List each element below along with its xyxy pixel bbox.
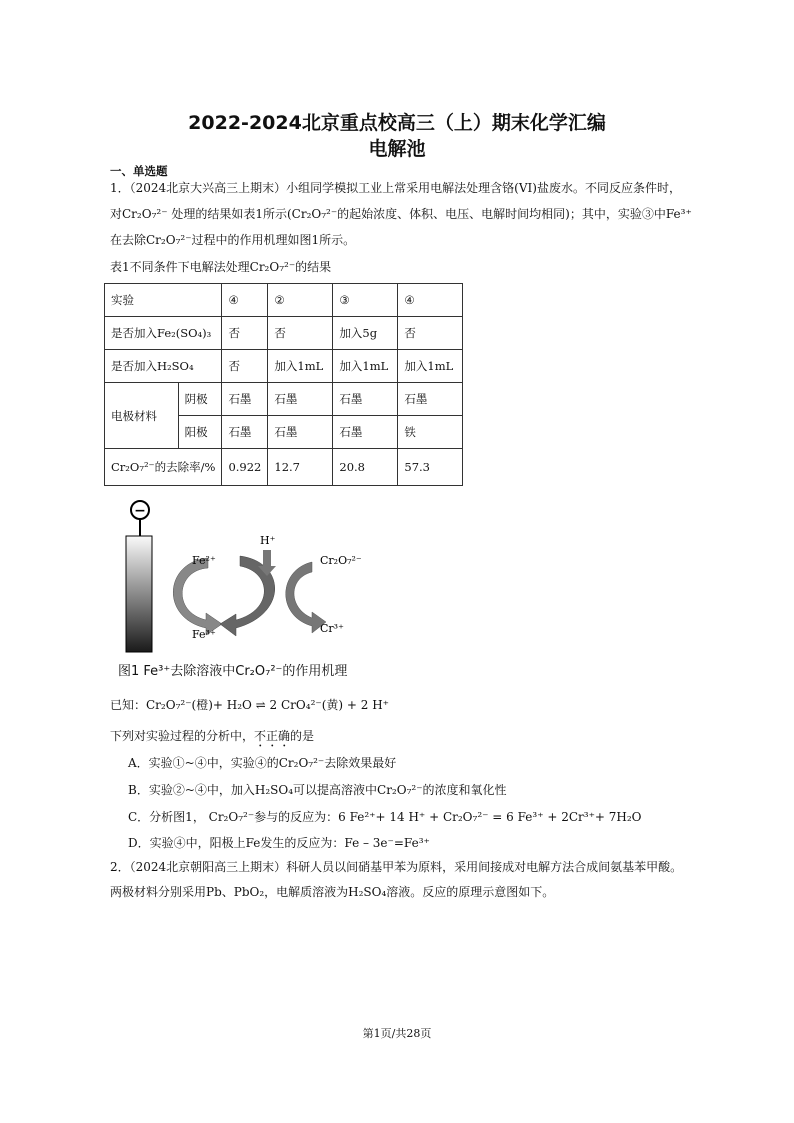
cr3-label: Cr³⁺ — [320, 622, 344, 635]
page-title: 2022-2024北京重点校高三（上）期末化学汇编 — [188, 112, 606, 134]
table-cell: 石墨 — [222, 383, 268, 416]
stem-text-end: 的是 — [290, 729, 315, 743]
table-cell: 加入1mL — [268, 350, 333, 383]
option-b[interactable]: B．实验②~④中，加入H₂SO₄可以提高溶液中Cr₂O₇²⁻的浓度和氧化性 — [128, 783, 507, 797]
table-header-cell: ② — [268, 284, 333, 317]
table-row — [105, 317, 463, 350]
table-cell: 57.3 — [398, 449, 463, 486]
table-cell: 电极材料 — [105, 383, 179, 449]
mechanism-figure — [110, 496, 370, 661]
table-cell: 加入5g — [333, 317, 398, 350]
table-header-cell: ④ — [222, 284, 268, 317]
table-cell: 否 — [268, 317, 333, 350]
table-header-cell: 实验 — [105, 284, 222, 317]
fe2-label: Fe²⁺ — [192, 554, 216, 567]
table-row — [105, 350, 463, 383]
q1-line2: 对Cr₂O₇²⁻ 处理的结果如表1所示(Cr₂O₇²⁻的起始浓度、体积、电压、电解时间均相同)；其中，实验③中Fe³⁺ — [110, 207, 692, 221]
section-heading: 一、单选题 — [110, 164, 168, 178]
option-a[interactable]: A．实验①~④中，实验④的Cr₂O₇²⁻去除效果最好 — [128, 756, 397, 770]
fe3-label: Fe³⁺ — [192, 628, 216, 641]
table-cell: 0.922 — [222, 449, 268, 486]
table-cell: 石墨 — [333, 383, 398, 416]
table-header-cell: ③ — [333, 284, 398, 317]
option-d[interactable]: D．实验④中，阳极上Fe发生的反应为：Fe – 3e⁻=Fe³⁺ — [128, 836, 430, 850]
table-cell: 铁 — [398, 416, 463, 449]
table-row — [105, 284, 463, 317]
q1-line1: 1．（2024北京大兴高三上期末）小组同学模拟工业上常采用电解法处理含铬(VI)盐废水。不同反应条件时， — [110, 181, 681, 195]
table-cell: 否 — [222, 317, 268, 350]
table-cell: 阳极 — [178, 416, 222, 449]
table-cell: 阴极 — [178, 383, 222, 416]
q2-line2: 两极材料分别采用Pb、PbO₂，电解质溶液为H₂SO₄溶液。反应的原理示意图如下。 — [110, 885, 555, 899]
table-row — [105, 383, 463, 416]
table-cell: 20.8 — [333, 449, 398, 486]
table-cell: 是否加入H₂SO₄ — [105, 350, 222, 383]
page-footer: 第1页/共28页 — [362, 1027, 432, 1040]
table-row — [105, 449, 463, 486]
known-equation: 已知：Cr₂O₇²⁻(橙)+ H₂O ⇌ 2 CrO₄²⁻(黄) + 2 H⁺ — [110, 698, 390, 712]
cr2o7-label: Cr₂O₇²⁻ — [320, 554, 362, 567]
table-cell: Cr₂O₇²⁻的去除率/% — [105, 449, 222, 486]
q2-line1: 2．（2024北京朝阳高三上期末）科研人员以间硝基甲苯为原料，采用间接成对电解方法合成间氨基苯甲酸。 — [110, 860, 683, 874]
table-cell: 石墨 — [398, 383, 463, 416]
stem-emphasis: 不正确 — [254, 729, 291, 743]
stem-text: 下列对实验过程的分析中， — [110, 729, 255, 743]
table-header-cell: ④ — [398, 284, 463, 317]
minus-sign: − — [134, 503, 146, 519]
table-cell: 否 — [222, 350, 268, 383]
table-cell: 否 — [398, 317, 463, 350]
table-cell: 加入1mL — [398, 350, 463, 383]
question-stem — [110, 728, 314, 750]
table-caption: 表1不同条件下电解法处理Cr₂O₇²⁻的结果 — [110, 260, 332, 274]
page-subtitle: 电解池 — [368, 138, 426, 160]
table-cell: 加入1mL — [333, 350, 398, 383]
curved-arrow-left-icon — [173, 558, 222, 635]
option-c[interactable]: C．分析图1， Cr₂O₇²⁻参与的反应为：6 Fe²⁺+ 14 H⁺ + Cr₂O₇²⁻ = 6 Fe³⁺ + 2Cr³⁺+ 7H₂O — [128, 810, 642, 824]
table-cell: 12.7 — [268, 449, 333, 486]
figure-caption: 图1 Fe³⁺去除溶液中Cr₂O₇²⁻的作用机理 — [118, 664, 348, 679]
table-cell: 石墨 — [268, 383, 333, 416]
q1-line3: 在去除Cr₂O₇²⁻过程中的作用机理如图1所示。 — [110, 233, 356, 247]
results-table — [104, 283, 463, 486]
h-label: H⁺ — [260, 534, 276, 547]
electrode — [126, 536, 152, 652]
table-cell: 石墨 — [333, 416, 398, 449]
table-cell: 石墨 — [222, 416, 268, 449]
table-cell: 石墨 — [268, 416, 333, 449]
table-cell: 是否加入Fe₂(SO₄)₃ — [105, 317, 222, 350]
